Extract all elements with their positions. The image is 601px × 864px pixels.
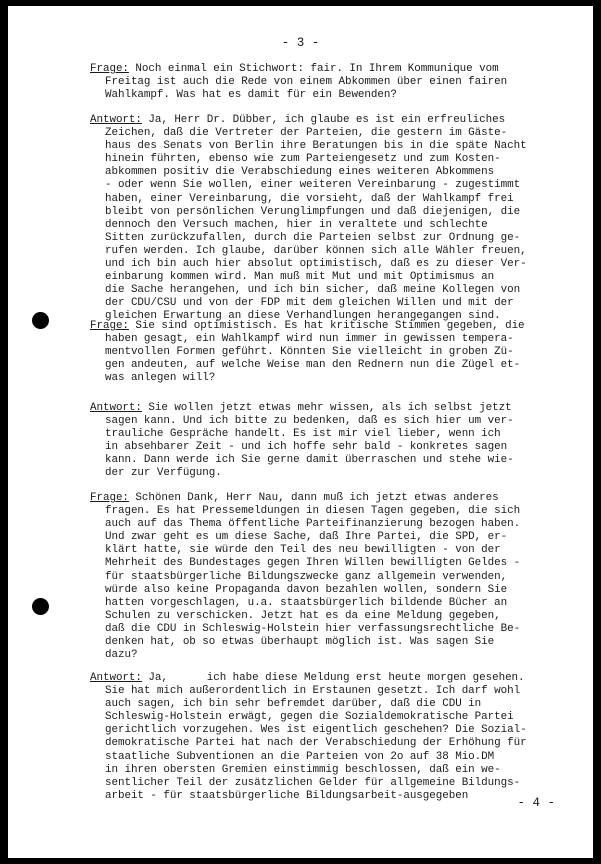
text-line: gerichtlich vorzugehen. Wes ist eigentlich geschehen? Die Sozial- <box>105 724 527 737</box>
text-line: der CDU/CSU und von der FDP mit dem gleichen Willen und mit der <box>105 297 514 310</box>
line-text: Ja, ich habe diese Meldung erst heute morgen gesehen. <box>141 672 525 684</box>
question-block <box>90 63 586 102</box>
answer-block <box>90 114 586 324</box>
text-line: kann. Dann werde ich Sie gerne damit überraschen und stehe wie- <box>105 454 514 467</box>
line-text: Noch einmal ein Stichwort: fair. In Ihrem Kommunique vom <box>128 63 499 75</box>
speaker-label: Antwort: <box>90 672 142 684</box>
text-line: hatten vorgeschlagen, u.a. staatsbürgerlich bildende Bücher an <box>105 596 508 609</box>
speaker-label: Frage: <box>90 320 129 332</box>
text-line <box>90 672 586 685</box>
punch-hole-icon <box>32 598 49 615</box>
text-line: - oder wenn Sie wollen, einer weiteren Vereinbarung - zugestimmt <box>105 179 521 192</box>
text-line: was anlegen will? <box>105 372 216 385</box>
line-text: Schönen Dank, Herr Nau, dann muß ich jetzt etwas anderes <box>128 492 499 504</box>
text-line: haus des Senats von Berlin ihre Beratungen bis in die späte Nacht <box>105 140 527 153</box>
text-line: haben, einer Vereinbarung, die vorsieht, daß der Wahlkampf frei <box>105 192 514 205</box>
text-line: die Sache herangehen, und ich bin sicher, daß meine Kollegen von <box>105 284 521 297</box>
text-line: Sitten zurückzufallen, durch die Parteien selbst zur Ordnung ge- <box>105 231 521 244</box>
text-line: gleichen Erwartung an diese Verhandlungen herangegangen sind. <box>105 310 501 323</box>
text-line: auch auf das Thema öffentliche Parteifinanzierung bezogen haben. <box>105 518 521 531</box>
text-line: in ihren obersten Gremien einstimmig beschlossen, daß ein we- <box>105 763 501 776</box>
text-line: sentlicher Teil der zusätzlichen Gelder für allgemeine Bildungs- <box>105 776 521 789</box>
speaker-label: Antwort: <box>90 114 142 126</box>
text-line: Wahlkampf. Was hat es damit für ein Bewenden? <box>105 89 397 102</box>
line-text: Sie wollen jetzt etwas mehr wissen, als ich selbst jetzt <box>141 402 512 414</box>
text-line <box>90 320 586 333</box>
text-line: würde also keine Propaganda davon bezahlen wollen, sondern Sie <box>105 583 508 596</box>
text-line: Schleswig-Holstein erwägt, gegen die Sozialdemokratische Partei <box>105 711 514 724</box>
text-line: und ich bin auch hier absolut optimistisch, daß es zu dieser Ver- <box>105 258 527 271</box>
text-line: demokratische Partei hat nach der Verabschiedung der Erhöhung für <box>105 737 527 750</box>
text-line: Sie hat mich außerordentlich in Erstaunen gesetzt. Ich darf wohl <box>105 685 521 698</box>
next-page-marker: - 4 - <box>517 796 555 810</box>
text-line: für staatsbürgerliche Bildungszwecke ganz allgemein verwenden, <box>105 570 508 583</box>
answer-block <box>90 672 586 803</box>
text-line: Schulen zu verschicken. Jetzt hat es da eine Meldung gegeben, <box>105 609 501 622</box>
text-line <box>90 114 586 127</box>
text-line: dennoch den Versuch machen, hier in veraltete und schlechte <box>105 218 488 231</box>
text-line: dazu? <box>105 649 138 662</box>
text-line: gen andeuten, auf welche Weise man den Rednern nun die Zügel et- <box>105 359 521 372</box>
text-line: klärt hatte, sie würde den Teil des neu bewilligten - von der <box>105 544 501 557</box>
text-line: Und zwar geht es um diese Sache, daß Ihre Partei, die SPD, er- <box>105 531 508 544</box>
text-line: Zeichen, daß die Vertreter der Parteien, die gestern im Gäste- <box>105 127 508 140</box>
text-line: Freitag ist auch die Rede von einem Abkommen über einen fairen <box>105 76 508 89</box>
text-line: einbarung kommen wird. Man muß mit Mut und mit Optimismus an <box>105 271 495 284</box>
text-line: arbeit - für staatsbürgerliche Bildungsarbeit-ausgegeben <box>105 789 469 802</box>
text-line: fragen. Es hat Pressemeldungen in diesen Tagen gegeben, die sich <box>105 505 521 518</box>
speaker-label: Antwort: <box>90 402 142 414</box>
text-line: haben gesagt, ein Wahlkampf wird nun immer in gewissen tempera- <box>105 333 514 346</box>
text-line <box>90 63 586 76</box>
text-line: auch sagen, ich bin sehr befremdet darüber, daß die CDU in <box>105 698 482 711</box>
text-line <box>90 402 586 415</box>
text-line: in absehbarer Zeit - und ich hoffe sehr bald - konkretes sagen <box>105 441 508 454</box>
punch-hole-icon <box>32 312 49 329</box>
speaker-label: Frage: <box>90 492 129 504</box>
question-block <box>90 492 586 662</box>
text-line: rufen werden. Ich glaube, darüber können sich alle Wähler freuen, <box>105 244 527 257</box>
text-line: trauliche Gespräche handelt. Es ist mir viel lieber, wenn ich <box>105 428 501 441</box>
text-line: sagen kann. Und ich bitte zu bedenken, daß es sich hier um ver- <box>105 415 514 428</box>
speaker-label: Frage: <box>90 63 129 75</box>
line-text: Ja, Herr Dr. Dübber, ich glaube es ist ein erfreuliches <box>141 114 506 126</box>
text-line: bleibt von persönlichen Verunglimpfungen und daß diejenigen, die <box>105 205 521 218</box>
text-line <box>90 492 586 505</box>
document-page <box>8 6 593 858</box>
text-line: staatliche Subventionen an die Parteien von 2o auf 38 Mio.DM <box>105 750 495 763</box>
text-line: daß die CDU in Schleswig-Holstein hier verfassungsrechtliche Be- <box>105 622 521 635</box>
text-line: der zur Verfügung. <box>105 467 222 480</box>
text-line: denken hat, ob so etwas überhaupt möglich ist. Was sagen Sie <box>105 636 495 649</box>
line-text: Sie sind optimistisch. Es hat kritische Stimmen gegeben, die <box>128 320 525 332</box>
answer-block <box>90 402 586 481</box>
question-block <box>90 320 586 385</box>
text-line: mentvollen Formen geführt. Könnten Sie vielleicht in groben Zü- <box>105 346 514 359</box>
text-line: abkommen positiv die Verabschiedung eines weiteren Abkommens <box>105 166 495 179</box>
text-line: hinein führten, ebenso wie zum Parteiengesetz und zum Kosten- <box>105 153 501 166</box>
page-number: - 3 - <box>281 36 320 50</box>
text-line: Mehrheit des Bundestages gegen Ihren Willen bewilligten Geldes - <box>105 557 521 570</box>
